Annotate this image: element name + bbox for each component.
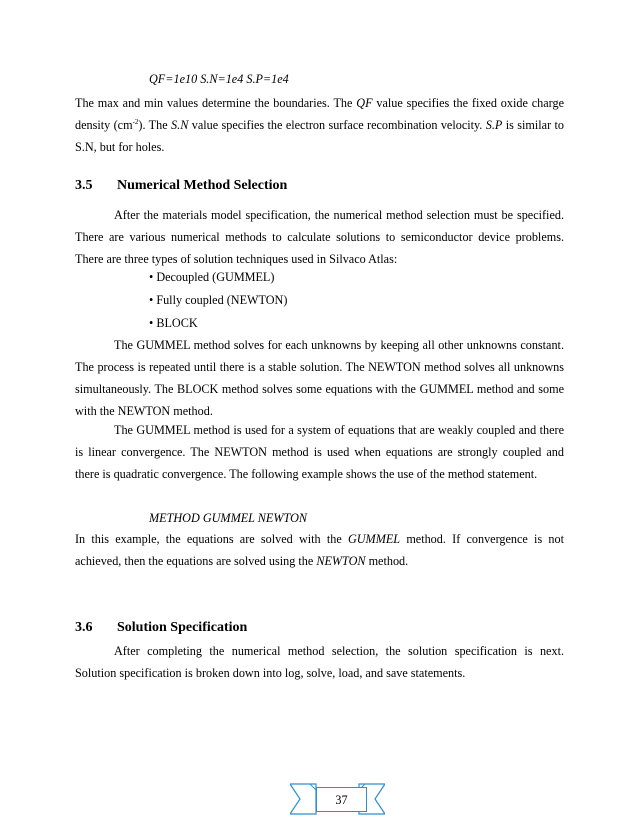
section-number: 3.5: [75, 178, 93, 193]
paragraph-convergence: The GUMMEL method is used for a system of equations that are weakly coupled and there is linear convergence. The NEWTON method is used when equations are strongly coupled and there is quadratic convergence. The following example shows the use of the method statement.: [75, 423, 564, 481]
sn-term: S.N: [171, 118, 189, 132]
page-number: 37: [316, 787, 367, 812]
bullet-item: • Fully coupled (NEWTON): [149, 293, 288, 307]
bullet-item: • Decoupled (GUMMEL): [149, 270, 275, 284]
section-title: Numerical Method Selection: [117, 178, 288, 193]
newton-term: NEWTON: [316, 554, 366, 568]
bullet-item: • BLOCK: [149, 316, 198, 330]
code-line-qf: QF=1e10 S.N=1e4 S.P=1e4: [149, 72, 289, 86]
qf-term: QF: [356, 96, 373, 110]
gummel-term: GUMMEL: [347, 532, 401, 546]
section-heading-3-6: [75, 620, 247, 636]
section-title: Solution Specification: [117, 620, 248, 635]
paragraph-example: In this example, the equations are solved with the GUMMEL method. If convergence is not achieved, then the equations are solved using the NEWTON method.: [75, 532, 564, 568]
paragraph-intro: After the materials model specification, the numerical method selection must be specified. There are various numerical methods to calculate solutions to semiconductor device problems. There are three types of solution techniques used in Silvaco Atlas:: [75, 208, 564, 266]
paragraph-boundaries: The max and min values determine the boundaries. The QF value specifies the fixed oxide charge density $(cm^{-2})$. The S.N value specifies the electron surface recombination velocity. S.P is similar to S.N, but for holes.: [75, 96, 565, 154]
code-line-method: METHOD GUMMEL NEWTON: [149, 511, 307, 525]
paragraph-gummel-newton: The GUMMEL method solves for each unknowns by keeping all other unknowns constant. The process is repeated until there is a stable solution. The NEWTON method solves all unknowns simultaneously. The BLOCK method solves some equations with the GUMMEL method and some with the NEWTON method.: [75, 338, 564, 418]
sp-term: S.P: [485, 118, 503, 132]
exponent: -2: [132, 118, 139, 126]
section-number: 3.6: [75, 620, 93, 635]
paragraph-solution: After completing the numerical method selection, the solution specification is next. Solution specification is broken down into log, solve, load, and save statements.: [75, 644, 564, 680]
section-heading-3-5: [75, 178, 287, 194]
